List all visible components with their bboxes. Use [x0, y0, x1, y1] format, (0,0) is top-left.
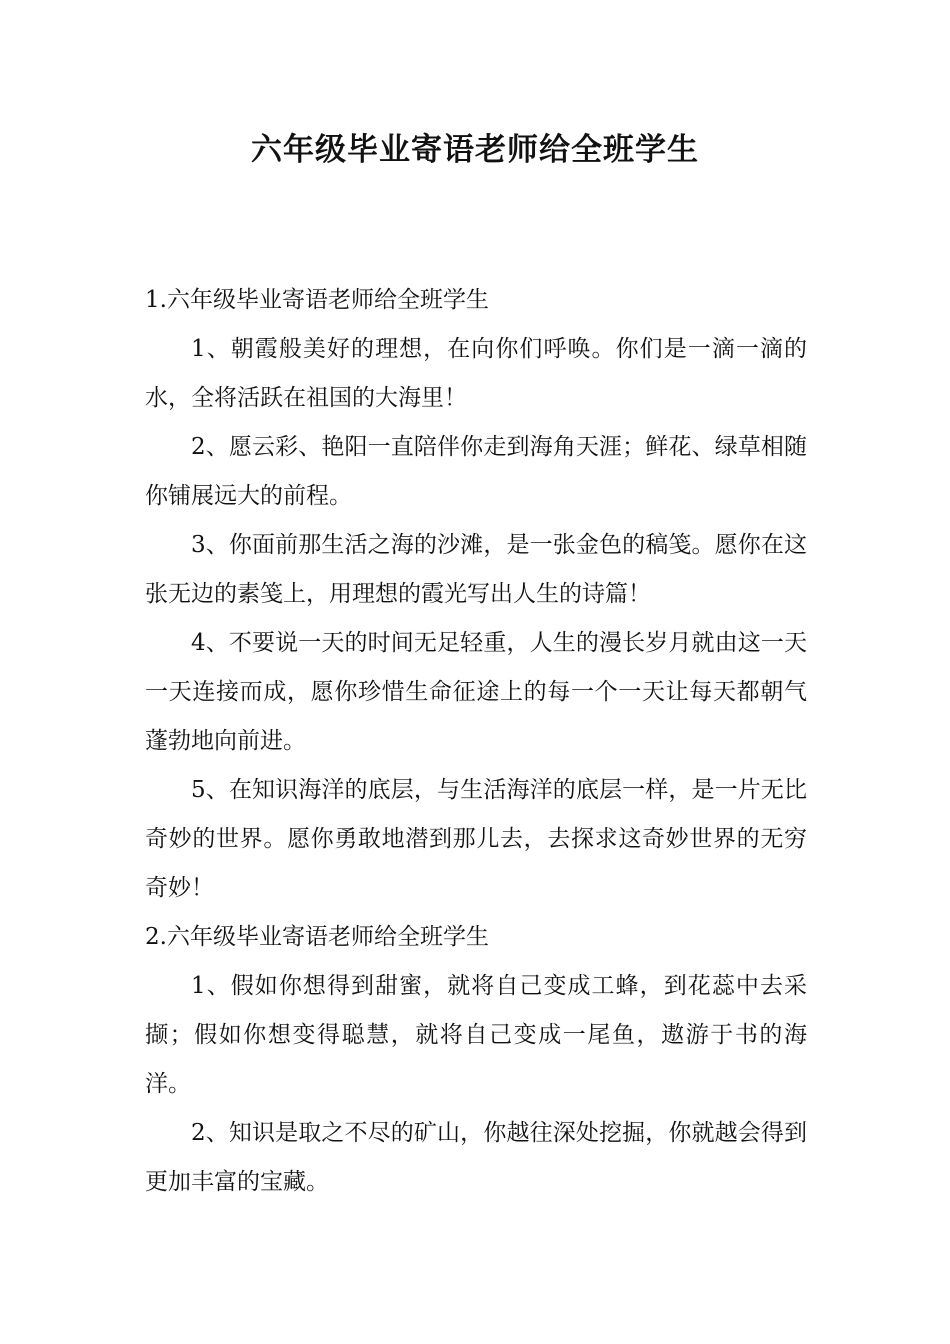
- paragraph: 5、在知识海洋的底层，与生活海洋的底层一样，是一片无比奇妙的世界。愿你勇敢地潜到那儿去，去探求这奇妙世界的无穷奇妙！: [145, 777, 807, 901]
- paragraph: 4、不要说一天的时间无足轻重，人生的漫长岁月就由这一天一天连接而成，愿你珍惜生命征途上的每一个一天让每天都朝气蓬勃地向前进。: [145, 630, 807, 754]
- section-heading: 2.六年级毕业寄语老师给全班学生: [145, 924, 489, 950]
- paragraph: 3、你面前那生活之海的沙滩，是一张金色的稿笺。愿你在这张无边的素笺上，用理想的霞光写出人生的诗篇！: [145, 532, 807, 607]
- section-heading: 1.六年级毕业寄语老师给全班学生: [145, 287, 489, 313]
- paragraph: 2、愿云彩、艳阳一直陪伴你走到海角天涯；鲜花、绿草相随你铺展远大的前程。: [145, 434, 807, 509]
- paragraph: 2、知识是取之不尽的矿山，你越往深处挖掘，你就越会得到更加丰富的宝藏。: [145, 1120, 807, 1195]
- paragraph: 1、朝霞般美好的理想，在向你们呼唤。你们是一滴一滴的水，全将活跃在祖国的大海里！: [145, 336, 807, 411]
- document-title: 六年级毕业寄语老师给全班学生: [251, 132, 699, 168]
- paragraph: 1、假如你想得到甜蜜，就将自己变成工蜂，到花蕊中去采撷；假如你想变得聪慧，就将自己变成一尾鱼，遨游于书的海洋。: [145, 973, 807, 1097]
- document-body: [145, 276, 807, 1207]
